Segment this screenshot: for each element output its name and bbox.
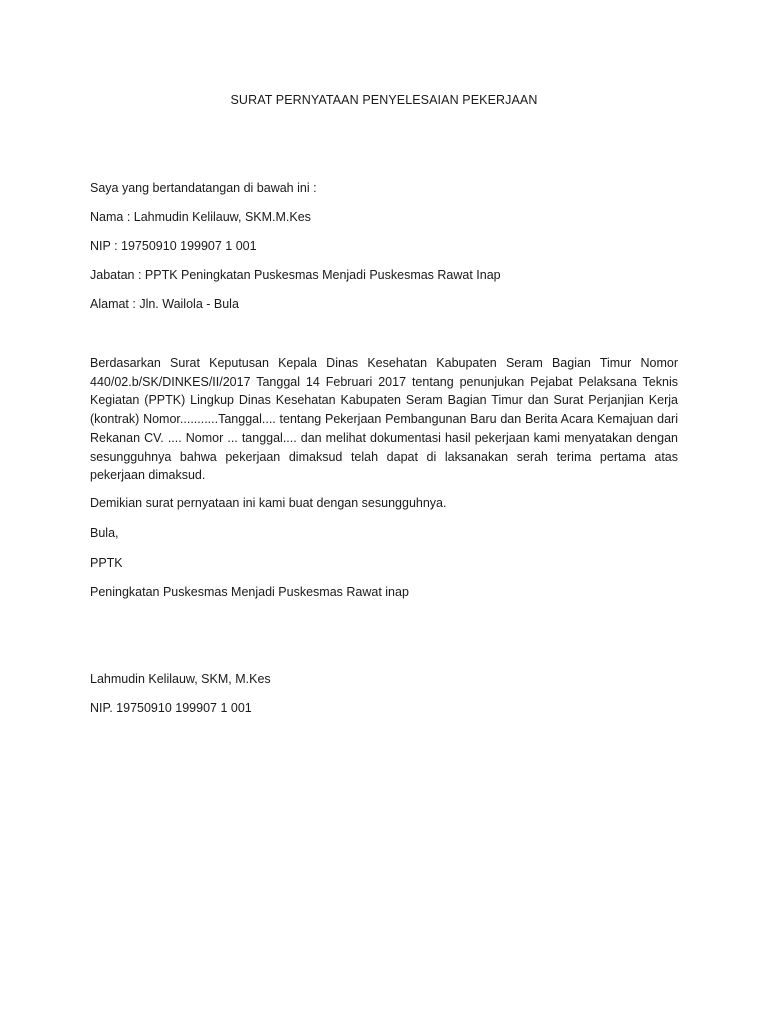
document-title: SURAT PERNYATAAN PENYELESAIAN PEKERJAAN <box>230 93 538 107</box>
position-description: Peningkatan Puskesmas Menjadi Puskesmas Rawat inap <box>90 585 409 599</box>
intro-text: Saya yang bertandatangan di bawah ini : <box>90 181 317 195</box>
body-paragraph: Berdasarkan Surat Keputusan Kepala Dinas Kesehatan Kabupaten Seram Bagian Timur Nomor 440/02.b/SK/DINKES/II/2017 Tanggal 14 Februari 2017 tentang penunjukan Pejabat Pelaksana Teknis Kegiatan (PPTK) Lingkup Dinas Kesehatan Kabupaten Seram Bagian Timur dan Surat Perjanjian Kerja (kontrak) Nomor...........Tanggal.... tentang Pekerjaan Pembangunan Baru dan Berita Acara Kemajuan dari Rekanan CV. .... Nomor ... tanggal.... dan melihat dokumentasi hasil pekerjaan kami menyatakan dengan sesungguhnya bahwa pekerjaan dimaksud telah dapat di laksanakan serah terima pertama atas pekerjaan dimaksud. <box>90 356 678 483</box>
signer-nip: NIP. 19750910 199907 1 001 <box>90 701 252 715</box>
place-text: Bula, <box>90 526 119 540</box>
position-title: PPTK <box>90 556 123 570</box>
jabatan-field: Jabatan : PPTK Peningkatan Puskesmas Menjadi Puskesmas Rawat Inap <box>90 268 501 282</box>
closing-text: Demikian surat pernyataan ini kami buat dengan sesungguhnya. <box>90 496 447 510</box>
signer-name: Lahmudin Kelilauw, SKM, M.Kes <box>90 672 271 686</box>
alamat-field: Alamat : Jln. Wailola - Bula <box>90 297 239 311</box>
nama-field: Nama : Lahmudin Kelilauw, SKM.M.Kes <box>90 210 311 224</box>
nip-field: NIP : 19750910 199907 1 001 <box>90 239 257 253</box>
